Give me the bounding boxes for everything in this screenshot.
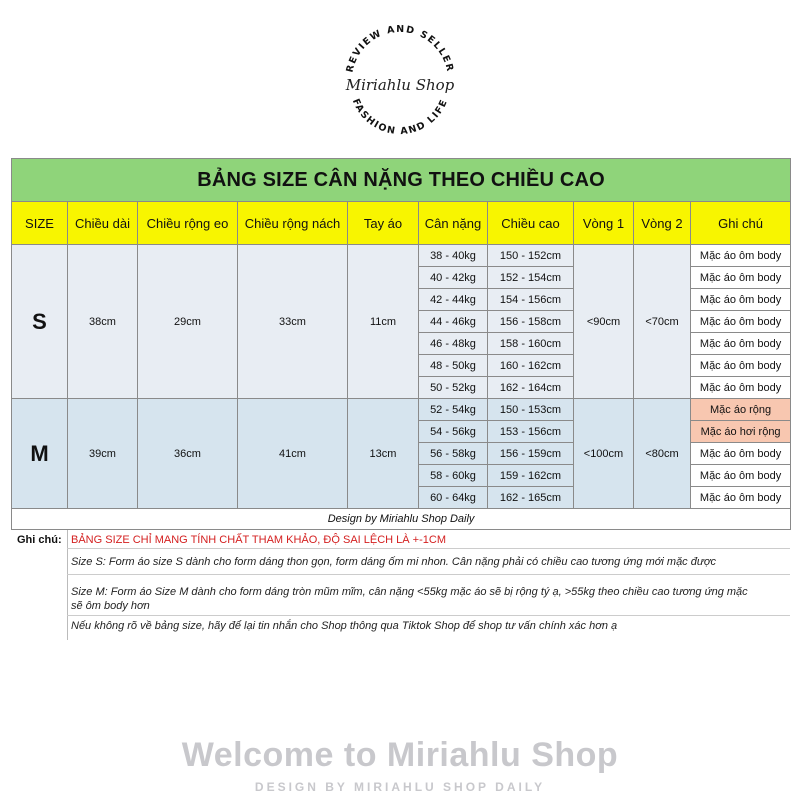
size-s-sleeve: 11cm <box>348 245 419 399</box>
notes-rule <box>67 615 790 616</box>
height-cell: 150 - 153cm <box>488 399 574 421</box>
logo-center-text: Miriahlu Shop <box>345 76 455 94</box>
logo-top-arc: REVIEW AND SELLER <box>344 23 456 74</box>
svg-text:FASHION AND LIFE <box>350 97 450 137</box>
size-s-v2: <70cm <box>634 245 691 399</box>
size-m-sleeve: 13cm <box>348 399 419 509</box>
note-cell-highlight: Mặc áo rộng <box>691 399 791 421</box>
table-header-row <box>12 202 791 245</box>
table-title: BẢNG SIZE CÂN NẶNG THEO CHIỀU CAO <box>12 159 791 202</box>
weight-cell: 56 - 58kg <box>419 443 488 465</box>
size-m-v1: <100cm <box>574 399 634 509</box>
weight-cell: 60 - 64kg <box>419 487 488 509</box>
table-row <box>12 245 791 267</box>
height-cell: 159 - 162cm <box>488 465 574 487</box>
table-row <box>12 399 791 421</box>
header-sleeve: Tay áo <box>348 202 419 245</box>
notes-size-m-line2: sẽ ôm body hơn <box>71 600 150 612</box>
size-m-waist: 36cm <box>138 399 238 509</box>
weight-cell: 50 - 52kg <box>419 377 488 399</box>
header-waist: Chiều rộng eo <box>138 202 238 245</box>
header-v1: Vòng 1 <box>574 202 634 245</box>
height-cell: 150 - 152cm <box>488 245 574 267</box>
size-s-length: 38cm <box>68 245 138 399</box>
note-cell: Mặc áo ôm body <box>691 355 791 377</box>
notes-divider <box>67 530 68 640</box>
weight-cell: 46 - 48kg <box>419 333 488 355</box>
height-cell: 162 - 164cm <box>488 377 574 399</box>
notes-size-m-line1: Size M: Form áo Size M dành cho form dáng tròn mũm mĩm, cân nặng <55kg mặc áo sẽ bị rộng tý ạ, >55kg theo chiều cao tương ứng mặc <box>71 586 748 598</box>
size-m-armpit: 41cm <box>238 399 348 509</box>
notes-contact: Nếu không rõ về bảng size, hãy để lại tin nhắn cho Shop thông qua Tiktok Shop để shop tư vấn chính xác hơn ạ <box>71 620 618 632</box>
size-table <box>11 158 791 530</box>
note-cell-highlight: Mặc áo hơi rộng <box>691 421 791 443</box>
header-armpit: Chiều rộng nách <box>238 202 348 245</box>
note-cell: Mặc áo ôm body <box>691 311 791 333</box>
footer-title: Welcome to Miriahlu Shop <box>181 736 619 774</box>
svg-text:REVIEW AND SELLER <box>345 24 456 74</box>
note-cell: Mặc áo ôm body <box>691 333 791 355</box>
notes-rule <box>67 548 790 549</box>
notes-size-s: Size S: Form áo size S dành cho form dáng thon gọn, form dáng ốm mi nhon. Cân nặng phải có chiều cao tương ứng mới mặc được <box>71 556 716 568</box>
height-cell: 153 - 156cm <box>488 421 574 443</box>
size-s-label: S <box>12 245 68 399</box>
note-cell: Mặc áo ôm body <box>691 267 791 289</box>
header-v2: Vòng 2 <box>634 202 691 245</box>
weight-cell: 48 - 50kg <box>419 355 488 377</box>
height-cell: 158 - 160cm <box>488 333 574 355</box>
note-cell: Mặc áo ôm body <box>691 465 791 487</box>
note-cell: Mặc áo ôm body <box>691 487 791 509</box>
weight-cell: 38 - 40kg <box>419 245 488 267</box>
header-note: Ghi chú <box>691 202 791 245</box>
design-credit-row <box>12 509 791 530</box>
logo-badge <box>320 0 480 160</box>
size-m-label: M <box>12 399 68 509</box>
size-m-v2: <80cm <box>634 399 691 509</box>
logo-bottom-arc: FASHION AND LIFE <box>349 97 451 138</box>
notes-label: Ghi chú: <box>17 534 62 546</box>
size-table-wrapper <box>11 158 790 530</box>
note-cell: Mặc áo ôm body <box>691 377 791 399</box>
height-cell: 152 - 154cm <box>488 267 574 289</box>
weight-cell: 58 - 60kg <box>419 465 488 487</box>
weight-cell: 40 - 42kg <box>419 267 488 289</box>
height-cell: 162 - 165cm <box>488 487 574 509</box>
height-cell: 156 - 158cm <box>488 311 574 333</box>
height-cell: 156 - 159cm <box>488 443 574 465</box>
size-s-v1: <90cm <box>574 245 634 399</box>
note-cell: Mặc áo ôm body <box>691 289 791 311</box>
weight-cell: 44 - 46kg <box>419 311 488 333</box>
height-cell: 160 - 162cm <box>488 355 574 377</box>
header-weight: Cân nặng <box>419 202 488 245</box>
weight-cell: 42 - 44kg <box>419 289 488 311</box>
notes-rule <box>67 574 790 575</box>
shop-logo <box>320 0 480 160</box>
note-cell: Mặc áo ôm body <box>691 245 791 267</box>
footer-subtitle: DESIGN BY MIRIAHLU SHOP DAILY <box>254 780 546 794</box>
header-size: SIZE <box>12 202 68 245</box>
note-cell: Mặc áo ôm body <box>691 443 791 465</box>
weight-cell: 54 - 56kg <box>419 421 488 443</box>
size-m-length: 39cm <box>68 399 138 509</box>
weight-cell: 52 - 54kg <box>419 399 488 421</box>
header-length: Chiều dài <box>68 202 138 245</box>
header-height: Chiều cao <box>488 202 574 245</box>
height-cell: 154 - 156cm <box>488 289 574 311</box>
size-s-armpit: 33cm <box>238 245 348 399</box>
notes-disclaimer: BẢNG SIZE CHỈ MANG TÍNH CHẤT THAM KHẢO, ĐỘ SAI LỆCH LÀ +-1CM <box>71 534 446 546</box>
design-credit: Design by Miriahlu Shop Daily <box>12 509 791 530</box>
size-s-waist: 29cm <box>138 245 238 399</box>
